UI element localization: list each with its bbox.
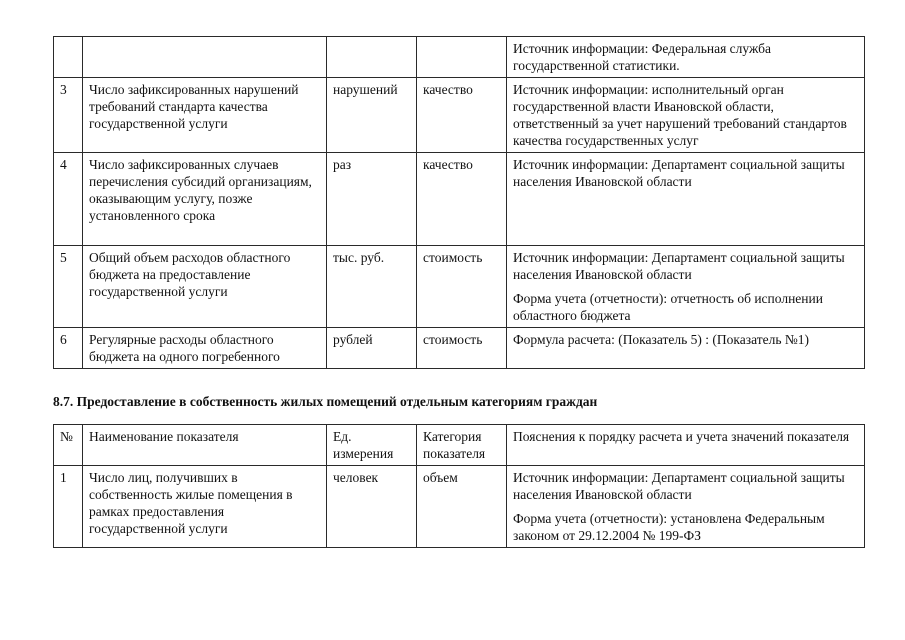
cell-notes [507,78,865,153]
table-row [54,37,865,78]
note-line: Источник информации: Федеральная служба государственной статистики. [513,41,771,73]
cell-num: 5 [54,246,83,328]
cell-notes [507,246,865,328]
cell-category: объем [417,466,507,548]
header-unit: Ед. измерения [327,425,417,466]
table-row [54,246,865,328]
table-header-row [54,425,865,466]
note-line: Формула расчета: (Показатель 5) : (Показатель №1) [513,332,810,347]
cell-unit: тыс. руб. [327,246,417,328]
cell-unit: нарушений [327,78,417,153]
section-title: 8.7. Предоставление в собственность жилых помещений отдельным категориям граждан [53,394,598,409]
header-notes: Пояснения к порядку расчета и учета значений показателя [507,425,865,466]
cell-category [417,37,507,78]
table-row [54,153,865,246]
table-row [54,78,865,153]
note-line: Форма учета (отчетности): отчетность об исполнении областного бюджета [513,291,823,323]
cell-category: качество [417,78,507,153]
cell-notes [507,153,865,246]
table-row [54,328,865,369]
cell-notes [507,466,865,548]
header-category: Категория показателя [417,425,507,466]
cell-notes [507,328,865,369]
indicators-table-continued [53,36,865,369]
note-line: Форма учета (отчетности): установлена Федеральным законом от 29.12.2004 № 199-ФЗ [513,511,825,543]
cell-num: 3 [54,78,83,153]
cell-name [83,37,327,78]
note-line: Источник информации: исполнительный орган государственной власти Ивановской области, ответственный за учет нарушений требований стандартов качества государственных услуг [513,82,847,148]
cell-unit [327,37,417,78]
cell-num: 6 [54,328,83,369]
note-line: Источник информации: Департамент социальной защиты населения Ивановской области [513,250,845,282]
cell-category: стоимость [417,328,507,369]
note-line: Источник информации: Департамент социальной защиты населения Ивановской области [513,157,845,189]
header-num: № [54,425,83,466]
cell-name: Регулярные расходы областного бюджета на одного погребенного [83,328,327,369]
cell-unit: человек [327,466,417,548]
note-line: Источник информации: Департамент социальной защиты населения Ивановской области [513,470,845,502]
cell-name: Число зафиксированных случаев перечисления субсидий организациям, оказывающим услугу, позже установленного срока [83,153,327,246]
cell-num: 1 [54,466,83,548]
cell-name: Общий объем расходов областного бюджета на предоставление государственной услуги [83,246,327,328]
table-row [54,466,865,548]
cell-notes [507,37,865,78]
cell-category: стоимость [417,246,507,328]
cell-name: Число лиц, получивших в собственность жилые помещения в рамках предоставления государственной услуги [83,466,327,548]
indicators-table [53,424,865,548]
header-name: Наименование показателя [83,425,327,466]
cell-category: качество [417,153,507,246]
cell-name: Число зафиксированных нарушений требований стандарта качества государственной услуги [83,78,327,153]
cell-num [54,37,83,78]
cell-unit: рублей [327,328,417,369]
cell-unit: раз [327,153,417,246]
cell-num: 4 [54,153,83,246]
